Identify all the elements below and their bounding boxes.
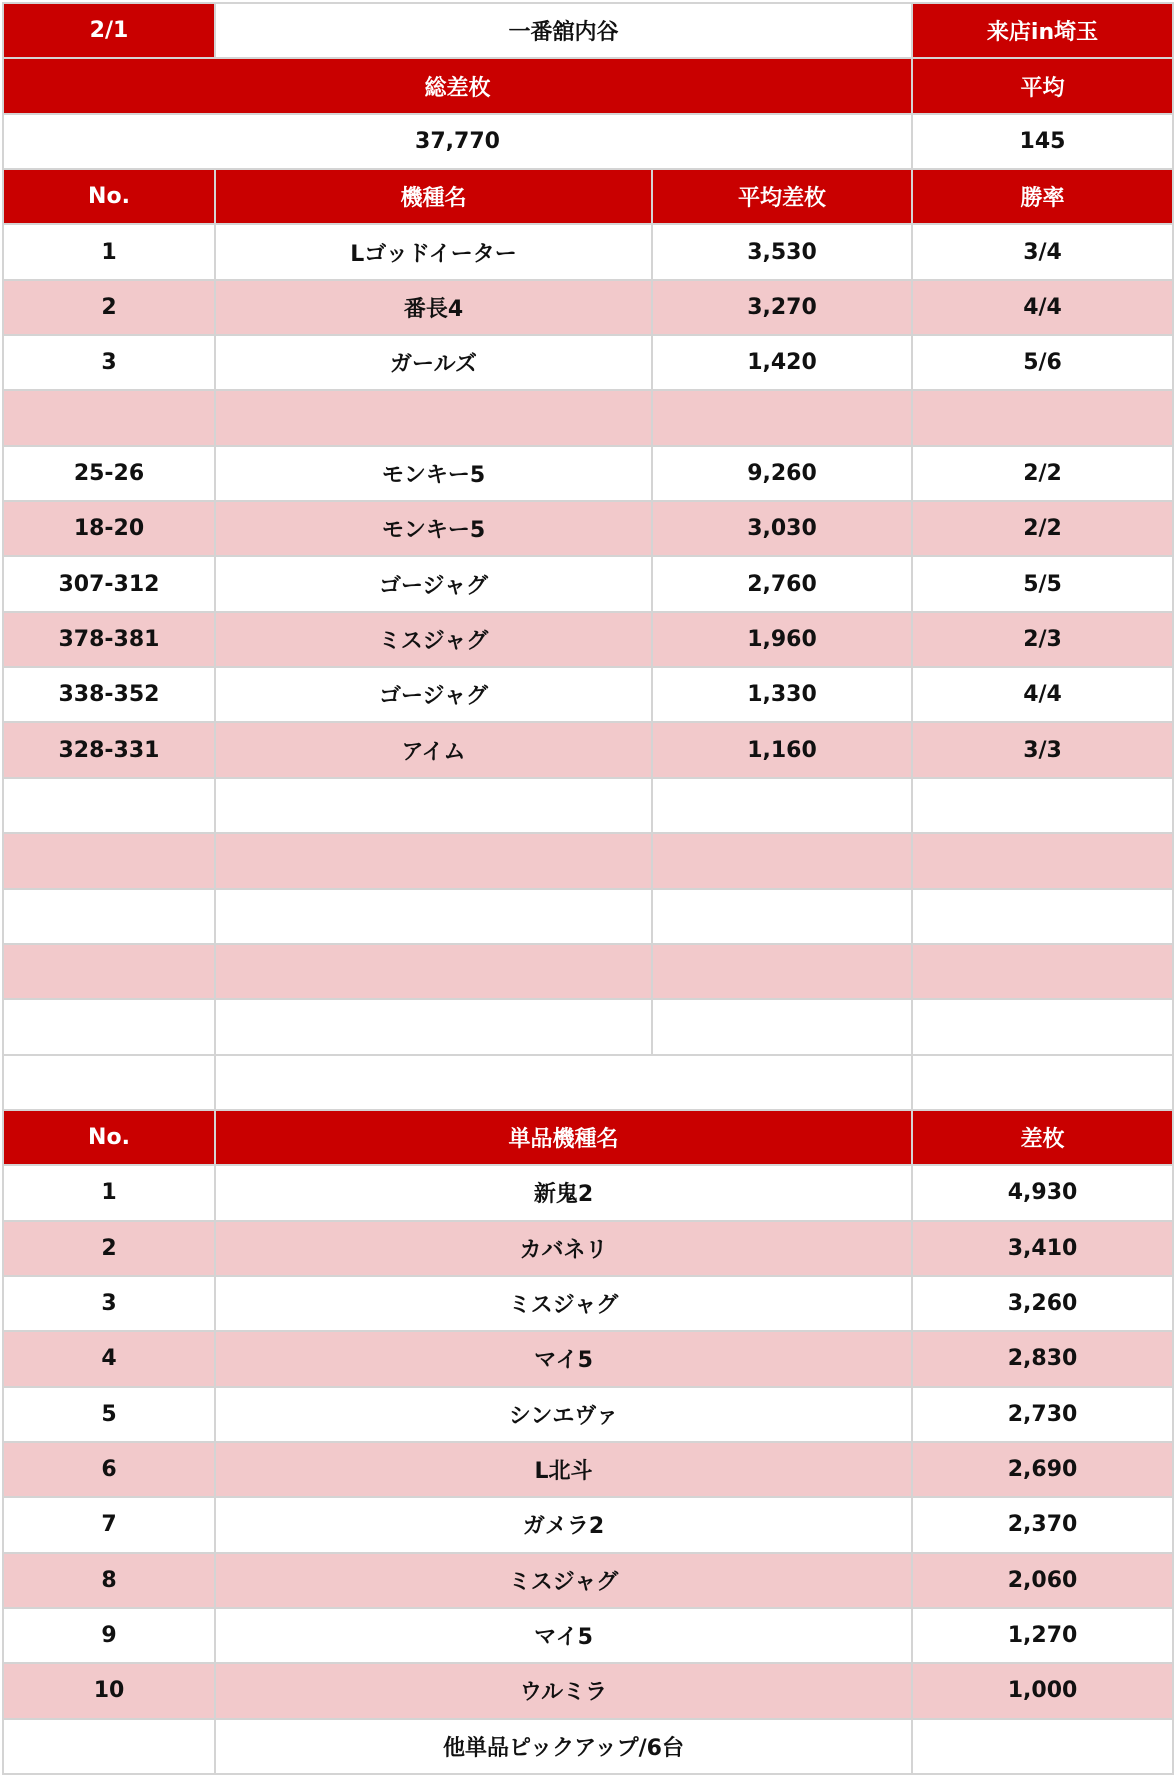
table-row xyxy=(3,999,1173,1054)
title-row xyxy=(3,3,1173,58)
table-row xyxy=(3,501,1173,556)
single-no: 6 xyxy=(3,1442,215,1497)
list-item xyxy=(3,1221,1173,1276)
table-row xyxy=(3,280,1173,335)
single-no: 1 xyxy=(3,1165,215,1220)
list-item xyxy=(3,1387,1173,1442)
average-label: 平均 xyxy=(912,58,1173,113)
single-no: 4 xyxy=(3,1331,215,1386)
table-row xyxy=(3,944,1173,999)
row-avg-diff: 1,330 xyxy=(652,667,912,722)
row-win-rate xyxy=(912,944,1173,999)
row-no xyxy=(3,833,215,888)
total-diff-label: 総差枚 xyxy=(3,58,912,113)
row-avg-diff: 1,160 xyxy=(652,722,912,777)
single-diff: 2,830 xyxy=(912,1331,1173,1386)
row-avg-diff xyxy=(652,999,912,1054)
row-no: 1 xyxy=(3,224,215,279)
single-model: マイ5 xyxy=(215,1608,912,1663)
row-win-rate: 2/2 xyxy=(912,446,1173,501)
col-header-win-rate: 勝率 xyxy=(912,169,1173,224)
single-col-header-no: No. xyxy=(3,1110,215,1165)
row-win-rate xyxy=(912,778,1173,833)
row-win-rate: 3/4 xyxy=(912,224,1173,279)
row-avg-diff xyxy=(652,778,912,833)
table-row xyxy=(3,778,1173,833)
row-win-rate: 2/3 xyxy=(912,612,1173,667)
single-model: ミスジャグ xyxy=(215,1553,912,1608)
table-row xyxy=(3,722,1173,777)
single-model: マイ5 xyxy=(215,1331,912,1386)
single-no: 8 xyxy=(3,1553,215,1608)
row-win-rate xyxy=(912,889,1173,944)
table-row xyxy=(3,556,1173,611)
row-model xyxy=(215,999,652,1054)
results-sheet xyxy=(2,2,1174,1775)
single-diff: 1,000 xyxy=(912,1663,1173,1718)
row-no xyxy=(3,889,215,944)
list-item xyxy=(3,1663,1173,1718)
table-row xyxy=(3,667,1173,722)
row-no: 378-381 xyxy=(3,612,215,667)
single-model: ミスジャグ xyxy=(215,1276,912,1331)
row-no: 2 xyxy=(3,280,215,335)
single-no: 7 xyxy=(3,1497,215,1552)
row-model xyxy=(215,778,652,833)
date-cell: 2/1 xyxy=(3,3,215,58)
single-diff: 2,060 xyxy=(912,1553,1173,1608)
single-col-header-diff: 差枚 xyxy=(912,1110,1173,1165)
single-model: シンエヴァ xyxy=(215,1387,912,1442)
row-model: Lゴッドイーター xyxy=(215,224,652,279)
single-model: ウルミラ xyxy=(215,1663,912,1718)
row-avg-diff: 3,530 xyxy=(652,224,912,279)
col-header-no: No. xyxy=(3,169,215,224)
row-model xyxy=(215,390,652,445)
single-diff: 3,260 xyxy=(912,1276,1173,1331)
list-item xyxy=(3,1553,1173,1608)
row-no xyxy=(3,778,215,833)
list-item xyxy=(3,1165,1173,1220)
pickup-note: 他単品ピックアップ/6台 xyxy=(215,1719,912,1774)
row-win-rate xyxy=(912,390,1173,445)
row-model xyxy=(215,889,652,944)
row-model: アイム xyxy=(215,722,652,777)
row-model: モンキー5 xyxy=(215,501,652,556)
single-col-header-model: 単品機種名 xyxy=(215,1110,912,1165)
single-diff: 3,410 xyxy=(912,1221,1173,1276)
col-header-avg-diff: 平均差枚 xyxy=(652,169,912,224)
single-no: 2 xyxy=(3,1221,215,1276)
row-no: 338-352 xyxy=(3,667,215,722)
summary-value-row xyxy=(3,114,1173,169)
row-win-rate xyxy=(912,833,1173,888)
single-diff: 1,270 xyxy=(912,1608,1173,1663)
single-no: 10 xyxy=(3,1663,215,1718)
row-no xyxy=(3,999,215,1054)
row-no xyxy=(3,390,215,445)
row-win-rate: 4/4 xyxy=(912,667,1173,722)
single-no: 9 xyxy=(3,1608,215,1663)
table-row xyxy=(3,335,1173,390)
model-table-header xyxy=(3,169,1173,224)
row-no xyxy=(3,944,215,999)
row-avg-diff xyxy=(652,833,912,888)
row-model: ガールズ xyxy=(215,335,652,390)
single-model: カバネリ xyxy=(215,1221,912,1276)
row-avg-diff: 3,270 xyxy=(652,280,912,335)
footer-row xyxy=(3,1719,1173,1774)
row-avg-diff xyxy=(652,944,912,999)
single-model: 新鬼2 xyxy=(215,1165,912,1220)
list-item xyxy=(3,1331,1173,1386)
list-item xyxy=(3,1608,1173,1663)
spacer-row xyxy=(3,1055,1173,1110)
row-win-rate: 5/5 xyxy=(912,556,1173,611)
table-row xyxy=(3,612,1173,667)
total-diff-value: 37,770 xyxy=(3,114,912,169)
row-avg-diff: 1,960 xyxy=(652,612,912,667)
row-model: モンキー5 xyxy=(215,446,652,501)
col-header-model: 機種名 xyxy=(215,169,652,224)
table-row xyxy=(3,446,1173,501)
store-name: 一番舘内谷 xyxy=(215,3,912,58)
single-diff: 4,930 xyxy=(912,1165,1173,1220)
row-no: 18-20 xyxy=(3,501,215,556)
row-win-rate: 5/6 xyxy=(912,335,1173,390)
table-row xyxy=(3,390,1173,445)
single-diff: 2,370 xyxy=(912,1497,1173,1552)
row-avg-diff: 1,420 xyxy=(652,335,912,390)
single-diff: 2,730 xyxy=(912,1387,1173,1442)
row-win-rate xyxy=(912,999,1173,1054)
list-item xyxy=(3,1276,1173,1331)
row-model: ゴージャグ xyxy=(215,667,652,722)
row-avg-diff xyxy=(652,390,912,445)
list-item xyxy=(3,1442,1173,1497)
row-avg-diff: 3,030 xyxy=(652,501,912,556)
row-no: 3 xyxy=(3,335,215,390)
event-label: 来店in埼玉 xyxy=(912,3,1173,58)
single-model: L北斗 xyxy=(215,1442,912,1497)
row-model xyxy=(215,833,652,888)
summary-header-row xyxy=(3,58,1173,113)
row-model: 番長4 xyxy=(215,280,652,335)
row-win-rate: 2/2 xyxy=(912,501,1173,556)
row-no: 25-26 xyxy=(3,446,215,501)
table-row xyxy=(3,224,1173,279)
row-win-rate: 3/3 xyxy=(912,722,1173,777)
row-model xyxy=(215,944,652,999)
row-avg-diff: 9,260 xyxy=(652,446,912,501)
single-table-header xyxy=(3,1110,1173,1165)
table-row xyxy=(3,833,1173,888)
single-diff: 2,690 xyxy=(912,1442,1173,1497)
table-row xyxy=(3,889,1173,944)
single-model: ガメラ2 xyxy=(215,1497,912,1552)
row-avg-diff: 2,760 xyxy=(652,556,912,611)
row-no: 307-312 xyxy=(3,556,215,611)
average-value: 145 xyxy=(912,114,1173,169)
row-win-rate: 4/4 xyxy=(912,280,1173,335)
list-item xyxy=(3,1497,1173,1552)
row-model: ゴージャグ xyxy=(215,556,652,611)
row-avg-diff xyxy=(652,889,912,944)
single-no: 3 xyxy=(3,1276,215,1331)
row-model: ミスジャグ xyxy=(215,612,652,667)
single-no: 5 xyxy=(3,1387,215,1442)
row-no: 328-331 xyxy=(3,722,215,777)
